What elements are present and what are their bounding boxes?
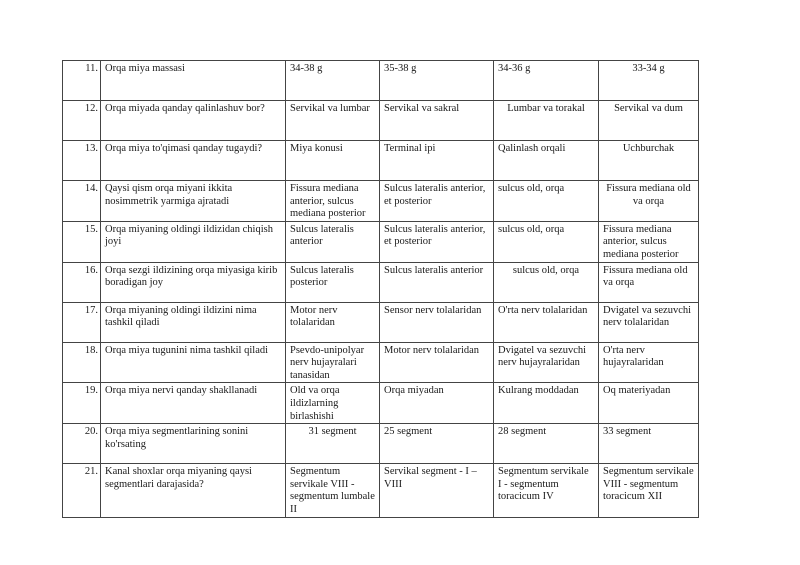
answer-a: Motor nerv tolalaridan: [286, 302, 380, 342]
question-number: 18.: [63, 342, 101, 383]
answer-d: Oq materiyadan: [599, 383, 699, 424]
answer-c: sulcus old, orqa: [494, 262, 599, 302]
answer-c: 28 segment: [494, 424, 599, 464]
table-row: [63, 262, 699, 302]
question-text: Orqa miyada qanday qalinlashuv bor?: [101, 101, 286, 141]
answer-b: Sensor nerv tolalaridan: [380, 302, 494, 342]
table-row: [63, 342, 699, 383]
question-number: 20.: [63, 424, 101, 464]
question-number: 19.: [63, 383, 101, 424]
answer-a: Segmentum servikale VIII - segmentum lumbale II: [286, 464, 380, 517]
question-text: Qaysi qism orqa miyani ikkita nosimmetrik yarmiga ajratadi: [101, 181, 286, 222]
table-row: [63, 464, 699, 517]
answer-d: Fissura mediana anterior, sulcus mediana posterior: [599, 221, 699, 262]
answer-a: 31 segment: [286, 424, 380, 464]
table-row: [63, 61, 699, 101]
answer-d: Servikal va dum: [599, 101, 699, 141]
answer-c: sulcus old, orqa: [494, 221, 599, 262]
answer-b: 25 segment: [380, 424, 494, 464]
answer-c: 34-36 g: [494, 61, 599, 101]
answer-d: Uchburchak: [599, 141, 699, 181]
question-number: 12.: [63, 101, 101, 141]
answer-c: Segmentum servikale I - segmentum toracicum IV: [494, 464, 599, 517]
question-number: 11.: [63, 61, 101, 101]
answer-a: Servikal va lumbar: [286, 101, 380, 141]
answer-d: O'rta nerv hujayralaridan: [599, 342, 699, 383]
question-text: Orqa miya tugunini nima tashkil qiladi: [101, 342, 286, 383]
quiz-table: [62, 60, 699, 518]
answer-c: Kulrang moddadan: [494, 383, 599, 424]
table-row: [63, 221, 699, 262]
question-text: Kanal shoxlar orqa miyaning qaysi segmentlari darajasida?: [101, 464, 286, 517]
answer-b: Orqa miyadan: [380, 383, 494, 424]
question-text: Orqa miya segmentlarining sonini ko'rsating: [101, 424, 286, 464]
answer-d: Dvigatel va sezuvchi nerv tolalaridan: [599, 302, 699, 342]
question-text: Orqa miya massasi: [101, 61, 286, 101]
answer-a: 34-38 g: [286, 61, 380, 101]
answer-b: Sulcus lateralis anterior: [380, 262, 494, 302]
answer-a: Sulcus lateralis anterior: [286, 221, 380, 262]
answer-a: Sulcus lateralis posterior: [286, 262, 380, 302]
answer-b: Motor nerv tolalaridan: [380, 342, 494, 383]
answer-b: Sulcus lateralis anterior, et posterior: [380, 181, 494, 222]
answer-c: sulcus old, orqa: [494, 181, 599, 222]
answer-d: Segmentum servikale VIII - segmentum toracicum XII: [599, 464, 699, 517]
question-text: Orqa miyaning oldingi ildizidan chiqish joyi: [101, 221, 286, 262]
table-row: [63, 383, 699, 424]
answer-b: 35-38 g: [380, 61, 494, 101]
answer-b: Servikal segment - I – VIII: [380, 464, 494, 517]
answer-c: Qalinlash orqali: [494, 141, 599, 181]
question-text: Orqa miyaning oldingi ildizini nima tashkil qiladi: [101, 302, 286, 342]
table-row: [63, 141, 699, 181]
answer-d: 33-34 g: [599, 61, 699, 101]
answer-a: Miya konusi: [286, 141, 380, 181]
question-number: 17.: [63, 302, 101, 342]
answer-c: O'rta nerv tolalaridan: [494, 302, 599, 342]
answer-b: Terminal ipi: [380, 141, 494, 181]
question-number: 13.: [63, 141, 101, 181]
answer-c: Lumbar va torakal: [494, 101, 599, 141]
question-text: Orqa sezgi ildizining orqa miyasiga kirib boradigan joy: [101, 262, 286, 302]
question-text: Orqa miya to'qimasi qanday tugaydi?: [101, 141, 286, 181]
answer-a: Fissura mediana anterior, sulcus mediana posterior: [286, 181, 380, 222]
answer-a: Psevdo-unipolyar nerv hujayralari tanasidan: [286, 342, 380, 383]
answer-b: Sulcus lateralis anterior, et posterior: [380, 221, 494, 262]
answer-b: Servikal va sakral: [380, 101, 494, 141]
table-row: [63, 181, 699, 222]
question-number: 15.: [63, 221, 101, 262]
answer-d: 33 segment: [599, 424, 699, 464]
question-number: 21.: [63, 464, 101, 517]
table-row: [63, 101, 699, 141]
question-number: 16.: [63, 262, 101, 302]
answer-c: Dvigatel va sezuvchi nerv hujayralaridan: [494, 342, 599, 383]
question-number: 14.: [63, 181, 101, 222]
answer-d: Fissura mediana old va orqa: [599, 181, 699, 222]
answer-d: Fissura mediana old va orqa: [599, 262, 699, 302]
answer-a: Old va orqa ildizlarning birlashishi: [286, 383, 380, 424]
table-row: [63, 424, 699, 464]
table-row: [63, 302, 699, 342]
question-text: Orqa miya nervi qanday shakllanadi: [101, 383, 286, 424]
